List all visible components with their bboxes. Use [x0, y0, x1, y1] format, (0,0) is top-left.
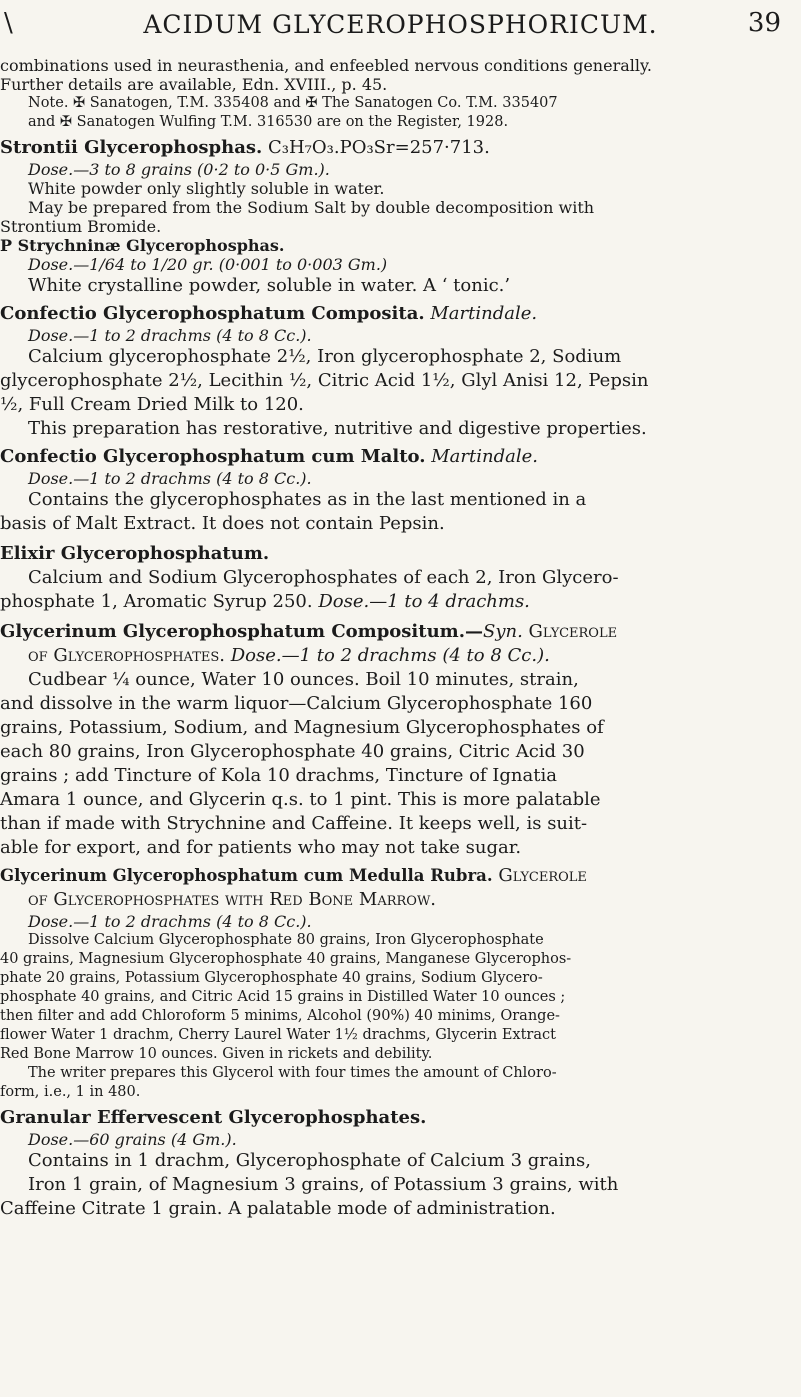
entry-granular [0, 1106, 801, 1221]
entry-line: Calcium glycerophosphate 2½, Iron glycerophosphate 2, Sodium [28, 346, 622, 367]
synonym-name: Glycerole [528, 621, 618, 642]
entry-line: White crystalline powder, soluble in water. A ‘ tonic.’ [28, 275, 511, 296]
dose-line: Dose.—1 to 2 drachms (4 to 8 Cc.). [28, 469, 312, 488]
intro-note: and ✠ Sanatogen Wulfing T.M. 316530 are on the Register, 1928. [28, 114, 509, 130]
entry-title: Confectio Glycerophosphatum cum Malto. [0, 446, 426, 467]
entry-line: grains, Potassium, Sodium, and Magnesium Glycerophosphates of [0, 717, 604, 738]
synonym-name: Glycerole [498, 865, 587, 886]
entry-glycerinum-compositum [0, 620, 801, 860]
entry-title: Glycerinum Glycerophosphatum Compositum.— [0, 621, 483, 642]
intro-line: combinations used in neurasthenia, and enfeebled nervous conditions generally. [0, 56, 652, 75]
entry-line: Strontium Bromide. [0, 217, 162, 236]
intro-section [0, 56, 801, 132]
entry-glycerinum-medulla [0, 864, 801, 1102]
entry-line: glycerophosphate 2½, Lecithin ½, Citric Acid 1½, Glyl Anisi 12, Pepsin [0, 370, 649, 391]
entry-elixir [0, 542, 801, 614]
entry-line: basis of Malt Extract. It does not contain Pepsin. [0, 513, 445, 534]
dose-line: Dose.—1 to 2 drachms (4 to 8 Cc.). [230, 645, 550, 666]
synonym-name: of Glycerophosphates. [28, 645, 226, 666]
entry-title: Strontii Glycerophosphas. [0, 137, 263, 158]
entry-line: Dissolve Calcium Glycerophosphate 80 grains, Iron Glycerophosphate [28, 932, 544, 948]
entry-line: Iron 1 grain, of Magnesium 3 grains, of Potassium 3 grains, with [28, 1174, 619, 1195]
synonym-label: Syn. [482, 621, 523, 642]
dose-line: Dose.—1 to 2 drachms (4 to 8 Cc.). [28, 912, 312, 931]
entry-line: then filter and add Chloroform 5 minims, Alcohol (90%) 40 minims, Orange- [0, 1008, 560, 1024]
entry-confectio-composita [0, 302, 801, 441]
page-number: 39 [747, 8, 781, 38]
entry-line: Contains the glycerophosphates as in the last mentioned in a [28, 489, 587, 510]
entry-line: able for export, and for patients who may not take sugar. [0, 837, 522, 858]
entry-author: Martindale. [431, 446, 538, 467]
entry-line: Cudbear ¼ ounce, Water 10 ounces. Boil 10 minutes, strain, [28, 669, 579, 690]
page-body [0, 56, 801, 1221]
entry-line: White powder only slightly soluble in water. [28, 179, 385, 198]
entry-title: Confectio Glycerophosphatum Composita. [0, 303, 425, 324]
dose-line: Dose.—1 to 4 drachms. [318, 591, 530, 612]
dose-line: Dose.—1 to 2 drachms (4 to 8 Cc.). [28, 326, 312, 345]
entry-line: Caffeine Citrate 1 grain. A palatable mode of administration. [0, 1198, 556, 1219]
entry-line: Amara 1 ounce, and Glycerin q.s. to 1 pint. This is more palatable [0, 789, 601, 810]
dose-line: Dose.—60 grains (4 Gm.). [28, 1130, 237, 1149]
entry-line: each 80 grains, Iron Glycerophosphate 40 grains, Citric Acid 30 [0, 741, 585, 762]
entry-line: than if made with Strychnine and Caffeine. It keeps well, is suit- [0, 813, 588, 834]
entry-line: phosphate 40 grains, and Citric Acid 15 grains in Distilled Water 10 ounces ; [0, 989, 566, 1005]
entry-line: phate 20 grains, Potassium Glycerophosphate 40 grains, Sodium Glycero- [0, 970, 543, 986]
entry-title: P Strychninæ Glycerophosphas. [0, 236, 285, 255]
entry-line: This preparation has restorative, nutritive and digestive properties. [28, 418, 647, 439]
entry-title: Elixir Glycerophosphatum. [0, 543, 270, 564]
entry-line: phosphate 1, Aromatic Syrup 250. [0, 591, 313, 612]
entry-line: The writer prepares this Glycerol with four times the amount of Chloro- [28, 1065, 557, 1081]
entry-line: and dissolve in the warm liquor—Calcium Glycerophosphate 160 [0, 693, 593, 714]
entry-title: Glycerinum Glycerophosphatum cum Medulla Rubra. [0, 866, 493, 885]
entry-strontii [0, 136, 801, 236]
entry-title: Granular Effervescent Glycerophosphates. [0, 1107, 427, 1128]
entry-line: ½, Full Cream Dried Milk to 120. [0, 394, 304, 415]
dose-line: Dose.—3 to 8 grains (0·2 to 0·5 Gm.). [28, 160, 330, 179]
chemical-formula: C₃H₇O₃.PO₃Sr=257·713. [268, 137, 490, 158]
entry-line: May be prepared from the Sodium Salt by double decomposition with [28, 198, 595, 217]
intro-note: Note. ✠ Sanatogen, T.M. 335408 and ✠ The Sanatogen Co. T.M. 335407 [28, 95, 558, 111]
entry-line: grains ; add Tincture of Kola 10 drachms, Tincture of Ignatia [0, 765, 557, 786]
entry-line: 40 grains, Magnesium Glycerophosphate 40 grains, Manganese Glycerophos- [0, 951, 572, 967]
running-title: ACIDUM GLYCEROPHOSPHORICUM. [143, 10, 658, 39]
entry-line: Calcium and Sodium Glycerophosphates of each 2, Iron Glycero- [28, 567, 619, 588]
entry-confectio-malto [0, 445, 801, 536]
entry-author: Martindale. [430, 303, 538, 324]
entry-line: Red Bone Marrow 10 ounces. Given in rickets and debility. [0, 1046, 433, 1062]
header-left-mark: \ [4, 8, 13, 38]
entry-line: form, i.e., 1 in 480. [0, 1084, 141, 1100]
dose-line: Dose.—1/64 to 1/20 gr. (0·001 to 0·003 Gm.) [28, 255, 388, 274]
entry-strychninae [0, 236, 801, 298]
intro-line: Further details are available, Edn. XVIII., p. 45. [0, 75, 388, 94]
running-header [0, 8, 801, 48]
entry-line: Contains in 1 drachm, Glycerophosphate of Calcium 3 grains, [28, 1150, 591, 1171]
synonym-name: of Glycerophosphates with Red Bone Marrow. [28, 889, 437, 910]
entry-line: flower Water 1 drachm, Cherry Laurel Water 1½ drachms, Glycerin Extract [0, 1027, 556, 1043]
